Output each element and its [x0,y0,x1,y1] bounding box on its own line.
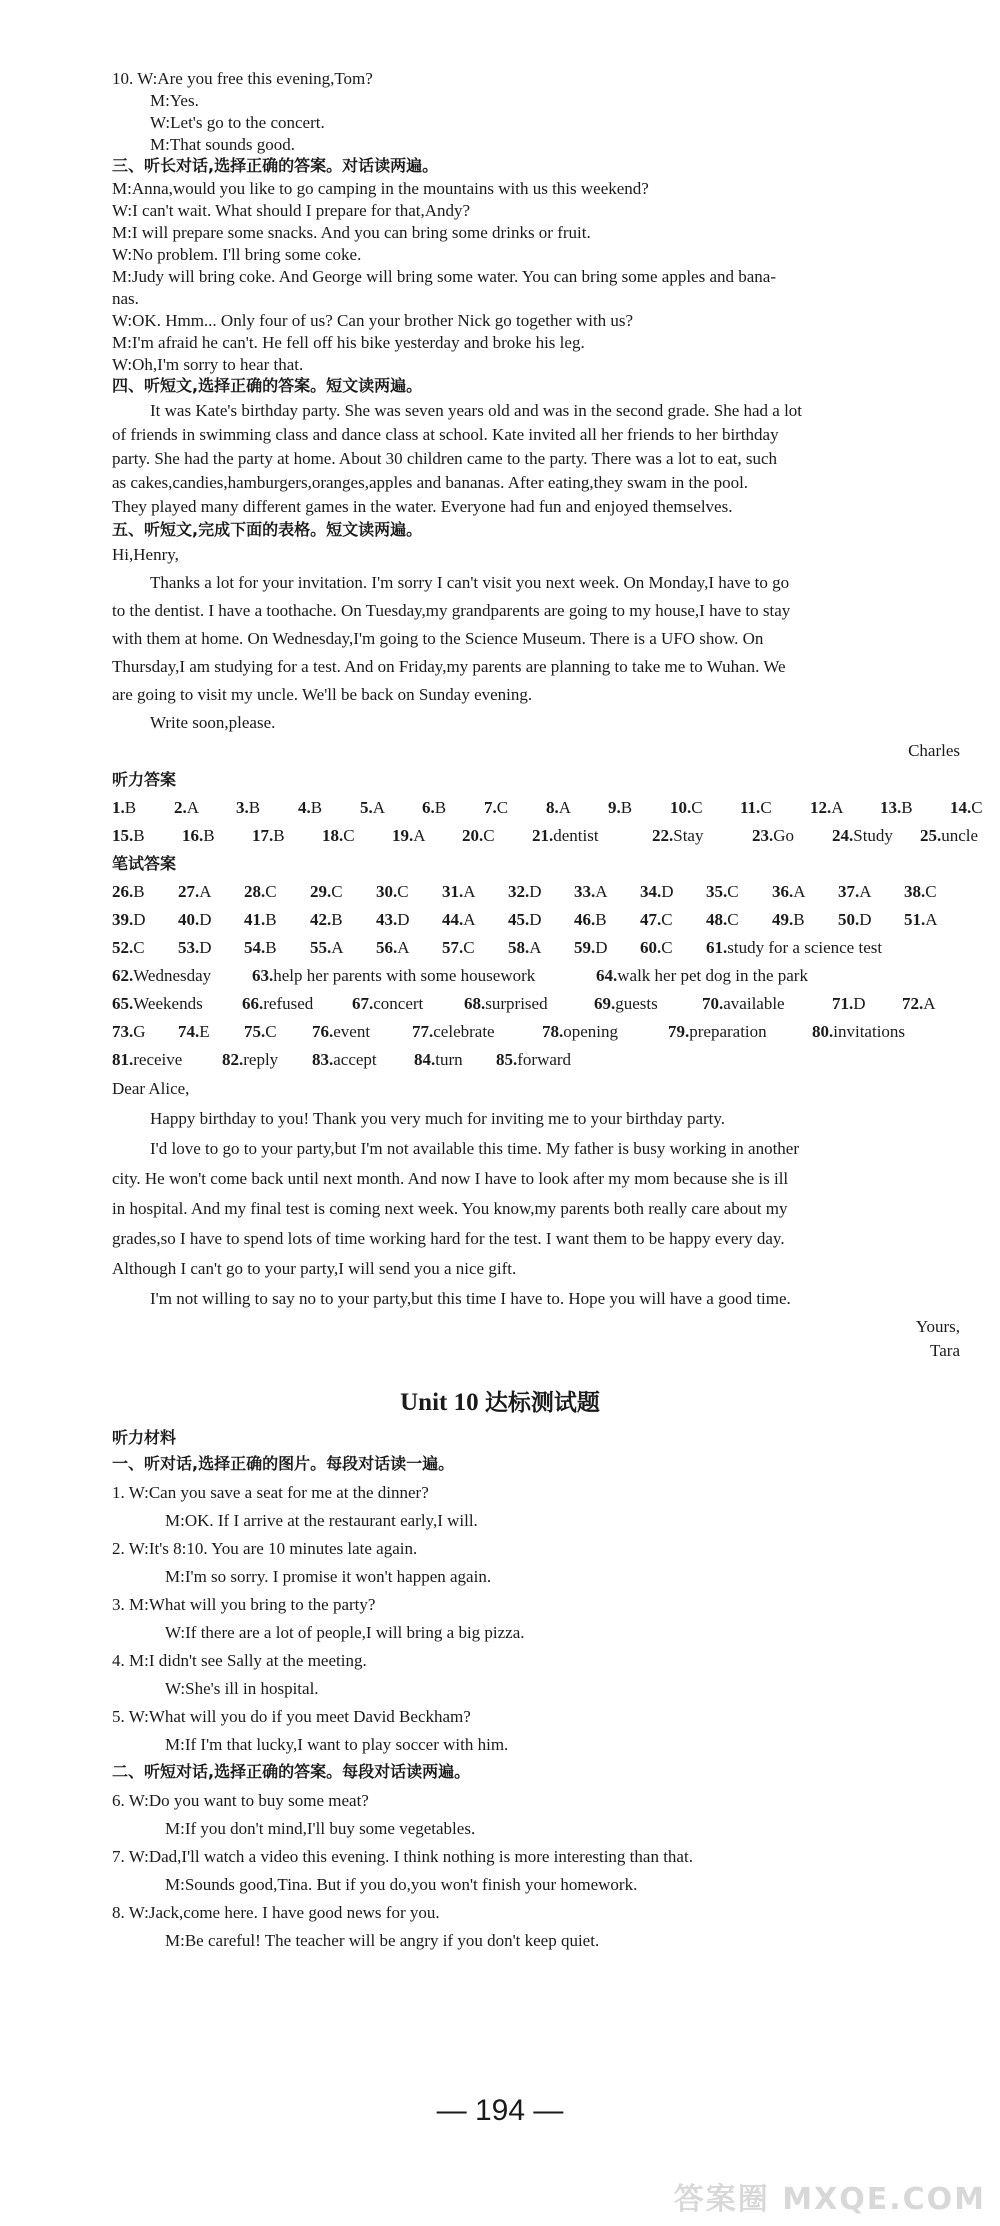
answer-item: 73.G [112,1022,146,1041]
passage-line: I'd love to go to your party,but I'm not available this time. My father is busy working in another [150,1139,800,1158]
unit-title-en: Unit 10 [400,1389,479,1416]
dialogue-line: M:Yes. [150,91,199,110]
answer-item: 43.D [376,910,410,929]
answer-item: 59.D [574,938,608,957]
letter-closing: Write soon,please. [150,713,276,732]
dialogue-line: M:I will prepare some snacks. And you can bring some drinks or fruit. [112,223,591,242]
passage-line: grades,so I have to spend lots of time working hard for the test. I want them to be happy every day. [112,1229,785,1248]
dialogue-line: 1. W:Can you save a seat for me at the dinner? [112,1483,429,1502]
watermark: 答案圈 MXQE.COM [673,2182,986,2217]
answer-row [112,826,979,852]
answer-item: 4.B [298,798,323,817]
passage-line: with them at home. On Wednesday,I'm going to the Science Museum. There is a UFO show. On [112,629,764,648]
answer-row [112,798,983,824]
answer-item: 85.forward [496,1050,572,1069]
answer-item: 83.accept [312,1050,377,1069]
answer-row [112,1022,972,1048]
letter-closing: Yours, [915,1317,960,1336]
dialogue-line: W:I can't wait. What should I prepare for that,Andy? [112,201,471,220]
answer-item: 12.A [810,798,844,817]
passage-line: I'm not willing to say no to your party,but this time I have to. Hope you will have a good time. [150,1289,791,1308]
answer-item: 34.D [640,882,674,901]
answer-item: 10.C [670,798,703,817]
dialogue-line: 7. W:Dad,I'll watch a video this evening. I think nothing is more interesting than that. [112,1847,693,1866]
section-heading: 听力材料 [112,1428,177,1447]
answer-item: 20.C [462,826,495,845]
answer-row [112,966,972,992]
passage-line: It was Kate's birthday party. She was seven years old and was in the second grade. She had a lot [150,401,803,420]
passage-line: in hospital. And my final test is coming next week. You know,my parents both really care about my [112,1199,788,1218]
dialogue-line: M:Sounds good,Tina. But if you do,you won't finish your homework. [165,1875,638,1894]
answer-item: 79.preparation [668,1022,767,1041]
answer-item: 38.C [904,882,937,901]
answer-item: 66.refused [242,994,314,1013]
answer-item: 56.A [376,938,410,957]
answer-item: 1.B [112,798,137,817]
letter-greeting: Dear Alice, [112,1079,190,1098]
passage-line: of friends in swimming class and dance class at school. Kate invited all her friends to her birthday [112,425,779,444]
answer-item: 62.Wednesday [112,966,212,985]
answer-row [112,882,972,908]
answer-item: 26.B [112,882,145,901]
dialogue-line: W:OK. Hmm... Only four of us? Can your brother Nick go together with us? [112,311,634,330]
passage-line: party. She had the party at home. About 30 children came to the party. There was a lot to eat, such [112,449,778,468]
dialogue-line: 6. W:Do you want to buy some meat? [112,1791,369,1810]
unit-title-cn: 达标测试题 [484,1390,600,1416]
answers-heading: 听力答案 [112,770,177,789]
passage-line: Thursday,I am studying for a test. And on Friday,my parents are planning to take me to Wuhan. We [112,657,786,676]
answer-item: 65.Weekends [112,994,203,1013]
answer-item: 54.B [244,938,277,957]
passage-line: to the dentist. I have a toothache. On Tuesday,my grandparents are going to my house,I have to stay [112,601,791,620]
dialogue-line: M:I'm afraid he can't. He fell off his bike yesterday and broke his leg. [112,333,585,352]
answer-item: 48.C [706,910,739,929]
section-heading: 二、听短对话,选择正确的答案。每段对话读两遍。 [112,1762,471,1781]
answer-item: 37.A [838,882,872,901]
answer-item: 63.help her parents with some housework [252,966,536,985]
answer-item: 51.A [904,910,938,929]
passage-line: Thanks a lot for your invitation. I'm sorry I can't visit you next week. On Monday,I have to go [150,573,790,592]
answer-item: 75.C [244,1022,277,1041]
answer-item: 69.guests [594,994,658,1013]
answer-item: 8.A [546,798,572,817]
dialogue-line: W:If there are a lot of people,I will bring a big pizza. [165,1623,525,1642]
section-heading: 五、听短文,完成下面的表格。短文读两遍。 [112,520,423,539]
answer-item: 22.Stay [652,826,704,845]
section-heading: 三、听长对话,选择正确的答案。对话读两遍。 [112,156,439,175]
dialogue-line: W:Let's go to the concert. [150,113,325,132]
dialogue-line: M:Be careful! The teacher will be angry if you don't keep quiet. [165,1931,600,1950]
answer-item: 32.D [508,882,542,901]
dialogue-line: M:If I'm that lucky,I want to play soccer with him. [165,1735,509,1754]
answers-heading: 笔试答案 [112,854,177,873]
unit-title [0,1384,1000,1417]
answer-item: 76.event [312,1022,371,1041]
answer-item: 50.D [838,910,872,929]
answer-item: 60.C [640,938,673,957]
answer-item: 78.opening [542,1022,619,1041]
answer-item: 30.C [376,882,409,901]
answer-item: 61.study for a science test [706,938,883,957]
dialogue-line: M:That sounds good. [150,135,295,154]
answer-item: 72.A [902,994,936,1013]
answer-row [112,910,972,936]
answer-item: 58.A [508,938,542,957]
dialogue-line: M:If you don't mind,I'll buy some vegetables. [165,1819,476,1838]
answer-item: 14.C [950,798,983,817]
answer-item: 42.B [310,910,343,929]
answer-item: 6.B [422,798,447,817]
answer-item: 55.A [310,938,344,957]
answer-item: 77.celebrate [412,1022,495,1041]
dialogue-line: 10. W:Are you free this evening,Tom? [112,69,373,88]
answer-item: 7.C [484,798,509,817]
answer-item: 27.A [178,882,212,901]
answer-item: 46.B [574,910,607,929]
answer-item: 39.D [112,910,146,929]
dialogue-line: M:Anna,would you like to go camping in the mountains with us this weekend? [112,179,649,198]
answer-item: 36.A [772,882,806,901]
passage-line: Happy birthday to you! Thank you very much for inviting me to your birthday party. [150,1109,726,1128]
section-heading: 一、听对话,选择正确的图片。每段对话读一遍。 [112,1454,455,1473]
dialogue-line: 2. W:It's 8:10. You are 10 minutes late again. [112,1539,418,1558]
letter-signature: Charles [908,741,960,760]
dialogue-line: nas. [112,289,139,308]
passage-line: are going to visit my uncle. We'll be back on Sunday evening. [112,685,533,704]
answer-item: 70.available [702,994,785,1013]
answer-item: 82.reply [222,1050,279,1069]
answer-item: 49.B [772,910,805,929]
answer-item: 5.A [360,798,386,817]
answer-item: 53.D [178,938,212,957]
answer-item: 31.A [442,882,476,901]
answer-item: 40.D [178,910,212,929]
dialogue-line: 4. M:I didn't see Sally at the meeting. [112,1651,367,1670]
answer-item: 81.receive [112,1050,183,1069]
answer-item: 52.C [112,938,145,957]
answer-row [112,1050,972,1076]
dialogue-line: 8. W:Jack,come here. I have good news for you. [112,1903,440,1922]
answer-item: 16.B [182,826,215,845]
answer-item: 45.D [508,910,542,929]
answer-item: 15.B [112,826,145,845]
answer-item: 41.B [244,910,277,929]
dialogue-line: W:No problem. I'll bring some coke. [112,245,362,264]
answer-item: 71.D [832,994,866,1013]
answer-item: 28.C [244,882,277,901]
answer-item: 11.C [740,798,772,817]
answer-item: 44.A [442,910,476,929]
dialogue-line: 5. W:What will you do if you meet David Beckham? [112,1707,471,1726]
section-heading: 四、听短文,选择正确的答案。短文读两遍。 [112,376,423,395]
answer-item: 84.turn [414,1050,463,1069]
answer-item: 24.Study [832,826,893,845]
answer-row [112,938,972,964]
passage-line: city. He won't come back until next month. And now I have to look after my mom because she is ill [112,1169,789,1188]
answer-row [112,994,972,1020]
answer-item: 19.A [392,826,426,845]
page-number: — 194 — [436,2094,564,2127]
dialogue-line: 3. M:What will you bring to the party? [112,1595,376,1614]
letter-greeting: Hi,Henry, [112,545,179,564]
dialogue-line: M:I'm so sorry. I promise it won't happen again. [165,1567,492,1586]
answer-item: 67.concert [352,994,424,1013]
dialogue-line: M:Judy will bring coke. And George will bring some water. You can bring some apples and bana- [112,267,776,286]
answer-item: 25.uncle [920,826,979,845]
answer-item: 33.A [574,882,608,901]
dialogue-line: W:Oh,I'm sorry to hear that. [112,355,304,374]
answer-item: 17.B [252,826,285,845]
answer-item: 80.invitations [812,1022,906,1041]
answer-item: 68.surprised [464,994,548,1013]
letter-signature: Tara [930,1341,960,1360]
answer-item: 47.C [640,910,673,929]
dialogue-line: M:OK. If I arrive at the restaurant early,I will. [165,1511,478,1530]
passage-line: They played many different games in the water. Everyone had fun and enjoyed themselves. [112,497,733,516]
answer-item: 2.A [174,798,200,817]
answer-item: 64.walk her pet dog in the park [596,966,808,985]
answer-item: 35.C [706,882,739,901]
answer-item: 29.C [310,882,343,901]
answer-item: 74.E [178,1022,210,1041]
answer-item: 57.C [442,938,475,957]
passage-line: as cakes,candies,hamburgers,oranges,apples and bananas. After eating,they swam in the pool. [112,473,749,492]
answer-item: 23.Go [752,826,795,845]
answer-item: 18.C [322,826,355,845]
answer-item: 21.dentist [532,826,599,845]
passage-line: Although I can't go to your party,I will send you a nice gift. [112,1259,517,1278]
dialogue-line: W:She's ill in hospital. [165,1679,319,1698]
answer-item: 3.B [236,798,261,817]
answer-item: 13.B [880,798,913,817]
answer-item: 9.B [608,798,633,817]
